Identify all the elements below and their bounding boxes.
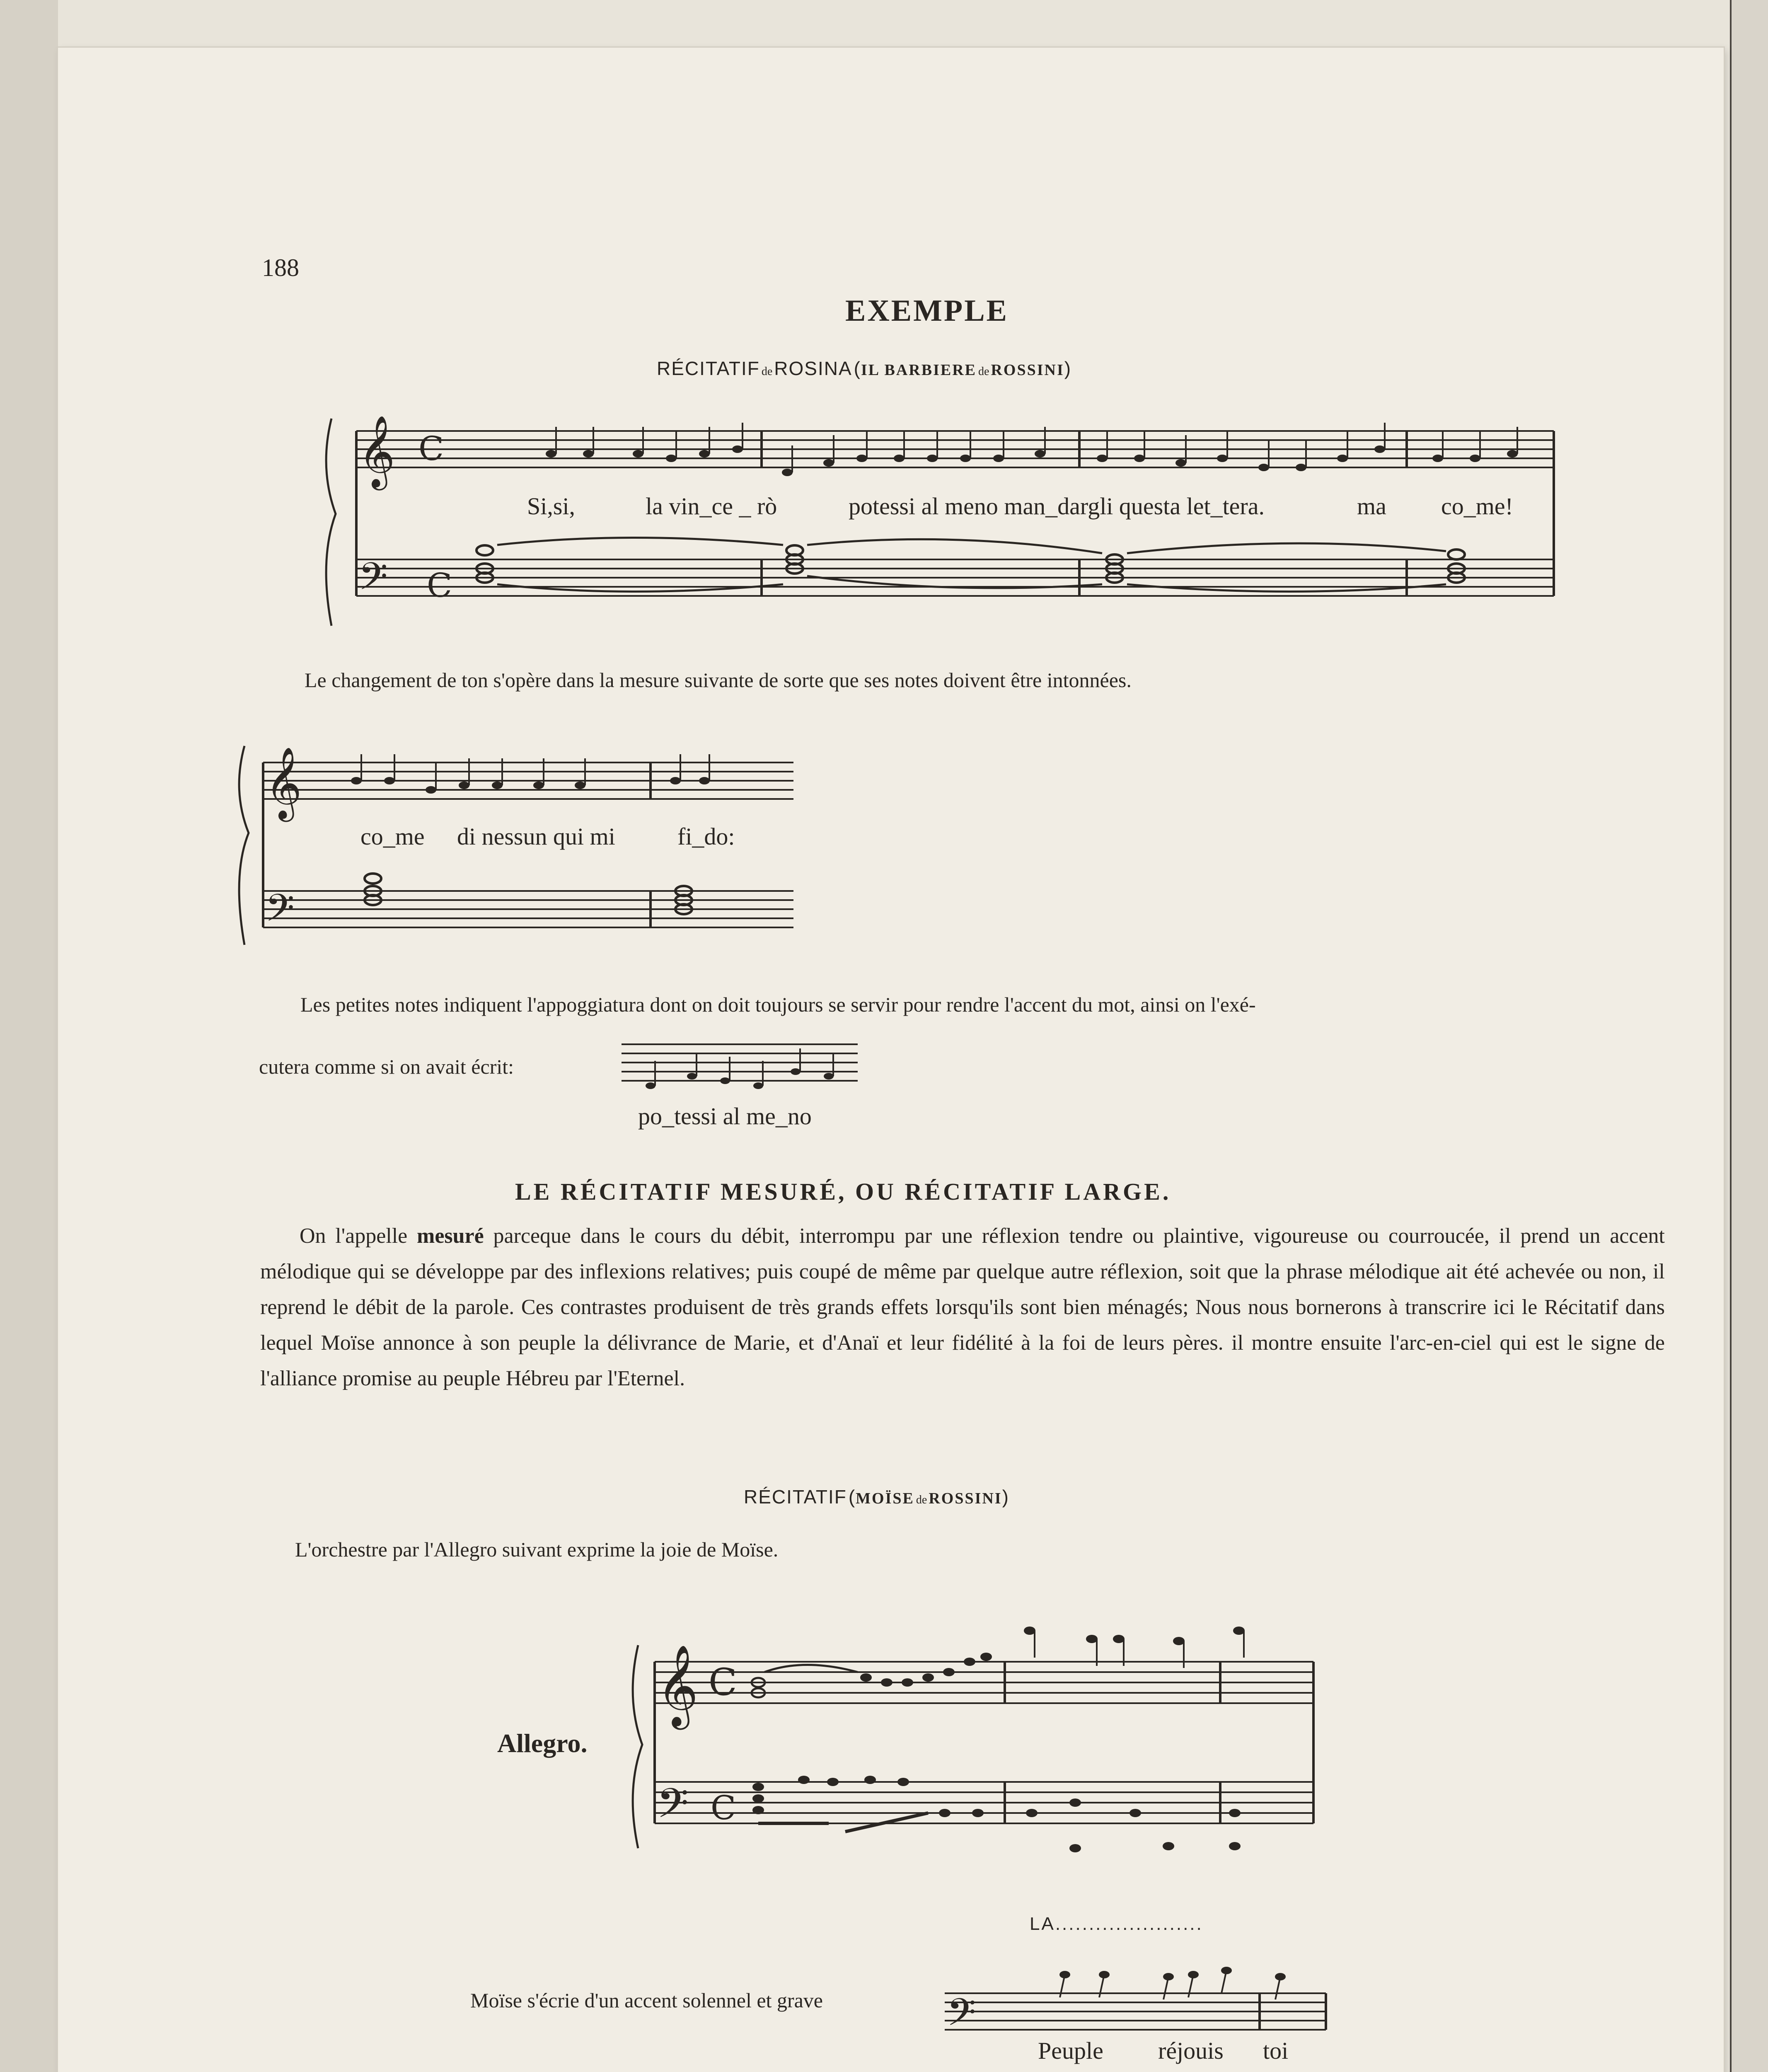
example3-heading-de: de <box>916 1493 927 1506</box>
time-signature-common-icon-bass: C <box>427 566 452 605</box>
appoggiatura-text-line1: Les petites notes indiquent l'appoggiatura dont on doit toujours se servir pour rendre l'accent du mot, ainsi on l'exé- <box>300 993 1256 1016</box>
example1-bass-chords <box>476 538 1465 592</box>
paragraph-lead: On l'appelle <box>300 1224 417 1248</box>
allegro-bass-notes <box>752 1776 1241 1852</box>
section-title: LE RÉCITATIF MESURÉ, OU RÉCITATIF LARGE. <box>515 1178 1171 1205</box>
example1-treble-staff <box>356 431 1554 467</box>
bass-clef-icon-3: 𝄢 <box>657 1780 689 1837</box>
allegro-brace <box>633 1645 642 1848</box>
scan-margin-right <box>1730 0 1768 2072</box>
example1-lyric-1: Si,si, <box>527 493 576 520</box>
example1-heading <box>657 357 1071 380</box>
body-paragraph <box>260 1218 1665 1397</box>
appoggiatura-text-line2: cutera comme si on avait écrit: <box>259 1055 514 1078</box>
example1-heading-open: ( <box>854 358 861 379</box>
example1-brace <box>326 419 336 626</box>
time-signature-allegro-bass: C <box>711 1789 736 1827</box>
time-signature-allegro: C <box>709 1661 737 1704</box>
page-number: 188 <box>262 254 299 281</box>
treble-clef-icon: 𝄞 <box>358 415 395 487</box>
example2-bass-chords <box>365 874 692 914</box>
allegro-score <box>622 1616 1326 1898</box>
paragraph-bold: mesuré <box>417 1224 484 1248</box>
example1-heading-composer: ROSSINI <box>991 361 1064 379</box>
example1-heading-work: IL BARBIERE <box>861 361 977 379</box>
example3-heading-open: ( <box>848 1486 856 1508</box>
bass-clef-icon-4: 𝄢 <box>947 1990 976 2043</box>
orchestra-text: L'orchestre par l'Allegro suivant exprime la joie de Moïse. <box>295 1538 779 1561</box>
scan-margin-left <box>0 0 58 2072</box>
example2-lyric-3: fi_do: <box>677 823 735 850</box>
appoggiatura-example-staff <box>622 1036 858 1098</box>
example2-lyric-1: co_me <box>360 823 425 850</box>
example1-heading-prefix: RÉCITATIF <box>657 358 760 379</box>
moise-lyric-1: Peuple <box>1038 2037 1103 2064</box>
moise-vocal-staff <box>945 1948 1334 2047</box>
example2-treble-notes <box>351 754 710 794</box>
example3-heading-name: MOÏSE <box>856 1490 914 1507</box>
page-title: EXEMPLE <box>845 294 1009 328</box>
bass-clef-icon: 𝄢 <box>358 554 388 608</box>
example1-score <box>319 410 1562 642</box>
example1-lyric-5: co_me! <box>1441 493 1513 520</box>
example2-brace <box>239 746 249 945</box>
example1-lyric-2: la vin_ce _ rò <box>646 493 777 520</box>
example1-heading-de: de <box>761 365 773 378</box>
example2-treble-staff <box>263 762 793 799</box>
moise-text: Moïse s'écrie d'un accent solennel et grave <box>470 1989 823 2012</box>
appoggiatura-lyric: po_tessi al me_no <box>638 1103 812 1130</box>
example1-heading-close: ) <box>1064 358 1072 379</box>
example2-bass-staff <box>263 891 793 927</box>
example3-heading-prefix: RÉCITATIF <box>744 1486 847 1508</box>
moise-lyric-3: toi <box>1263 2037 1289 2064</box>
example2-lyric-2: di nessun qui mi <box>457 823 615 850</box>
example1-heading-name: ROSINA <box>774 358 852 379</box>
example3-heading-composer: ROSSINI <box>929 1490 1002 1507</box>
example1-lyric-4: ma <box>1357 493 1386 520</box>
bass-clef-icon-2: 𝄢 <box>265 886 295 939</box>
treble-clef-icon-2: 𝄞 <box>265 747 302 819</box>
example1-lyric-3: potessi al meno man_dargli questa let_tera. <box>849 493 1265 520</box>
example3-heading-close: ) <box>1002 1486 1009 1508</box>
example1-heading-de2: de <box>978 365 989 378</box>
treble-clef-icon-3: 𝄞 <box>657 1644 699 1726</box>
paragraph-rest: parceque dans le cours du débit, interrompu par une réflexion tendre ou plaintive, vigoureuse ou courroucée, il prend un accent mélodique qui se développe par des inflexions relatives; puis coupé de même par quelque autre réflexion, soit que la phrase mélodique ait été achevée ou non, il reprend le débit de la parole. Ces contrastes produisent de très grands effets lorsqu'ils sont bien ménagés; Nous nous bornerons à transcrire ici le Récitatif dans lequel Moïse annonce à son peuple la délivrance de Marie, et d'Anaï et leur fidélité à la foi de leurs pères. il montre ensuite l'arc-en-ciel qui est le signe de l'alliance promise au peuple Hébreu par l'Eternel. <box>260 1224 1665 1390</box>
la-marking: LA...................... <box>1030 1914 1203 1934</box>
example3-heading <box>744 1486 1009 1508</box>
moise-lyric-2: réjouis <box>1158 2037 1224 2064</box>
tempo-marking: Allegro. <box>497 1728 588 1758</box>
time-signature-common-icon: C <box>418 429 444 468</box>
key-change-note: Le changement de ton s'opère dans la mesure suivante de sorte que ses notes doivent être intonnées. <box>305 668 1132 692</box>
